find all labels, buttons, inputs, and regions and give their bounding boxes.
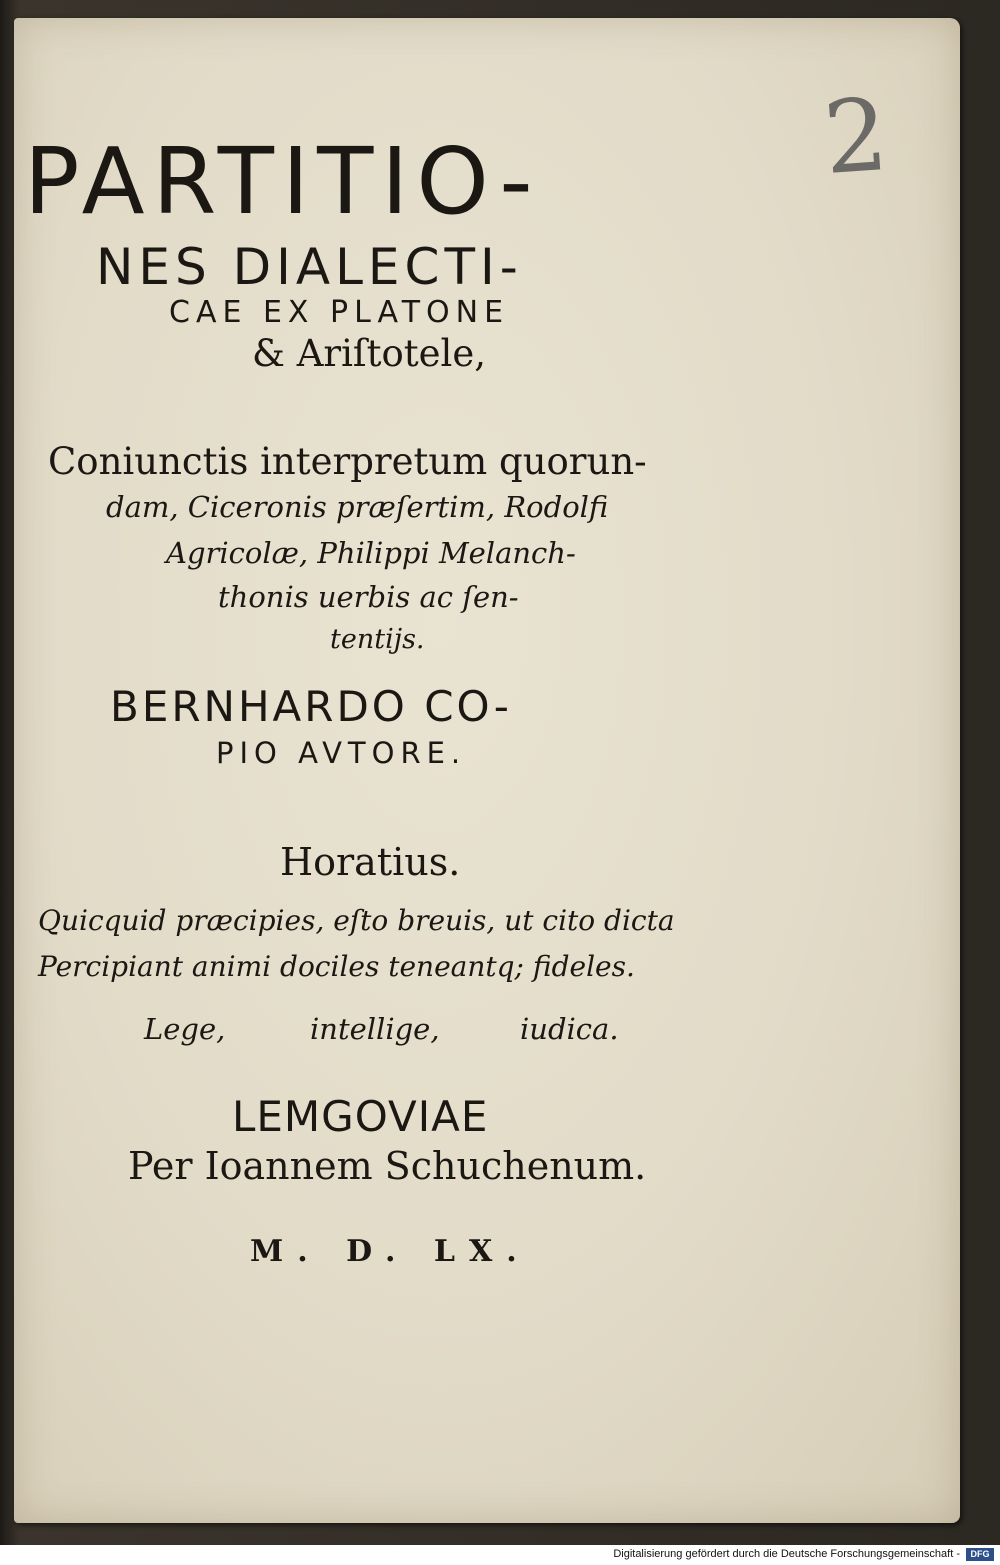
title-line-1: PARTITIO- [24,128,541,235]
subtitle-line-4: thonis uerbis ac ſen- [218,580,519,614]
pencil-page-number: 2 [819,75,892,198]
title-line-2: NES DIALECTI- [96,238,523,296]
motto-heading: Horatius. [280,840,461,884]
digitization-footer [0,1545,1000,1565]
maxim-iudica: iudica. [520,1012,619,1046]
subtitle-line-1: Coniunctis interpretum quorun- [48,440,647,483]
title-page [14,18,960,1523]
maxim-lege: Lege, [144,1012,226,1046]
imprint-printer: Per Ioannem Schuchenum. [128,1144,647,1188]
author-line-2: PIO AVTORE. [216,736,467,770]
subtitle-line-2: dam, Ciceronis præſertim, Rodolfi [106,490,609,524]
author-line-1: BERNHARDO CO- [110,682,512,731]
maxim-intellige: intellige, [310,1012,440,1046]
title-line-3: CAE EX PLATONE [169,295,510,330]
title-line-4: & Ariſtotele, [252,332,487,375]
motto-line-2: Percipiant animi dociles teneantq; fideles. [38,950,635,983]
subtitle-line-5: tentijs. [330,624,425,655]
footer-credit: Digitalisierung gefördert durch die Deutsche Forschungsgemeinschaft - [613,1548,960,1560]
motto-line-1: Quicquid præcipies, eſto breuis, ut cito dicta [38,904,675,937]
dfg-logo: DFG [966,1548,994,1561]
imprint-date: M. D. LX. [250,1234,531,1269]
subtitle-line-3: Agricolæ, Philippi Melanch- [166,536,576,570]
imprint-city: LEMGOVIAE [232,1092,489,1141]
